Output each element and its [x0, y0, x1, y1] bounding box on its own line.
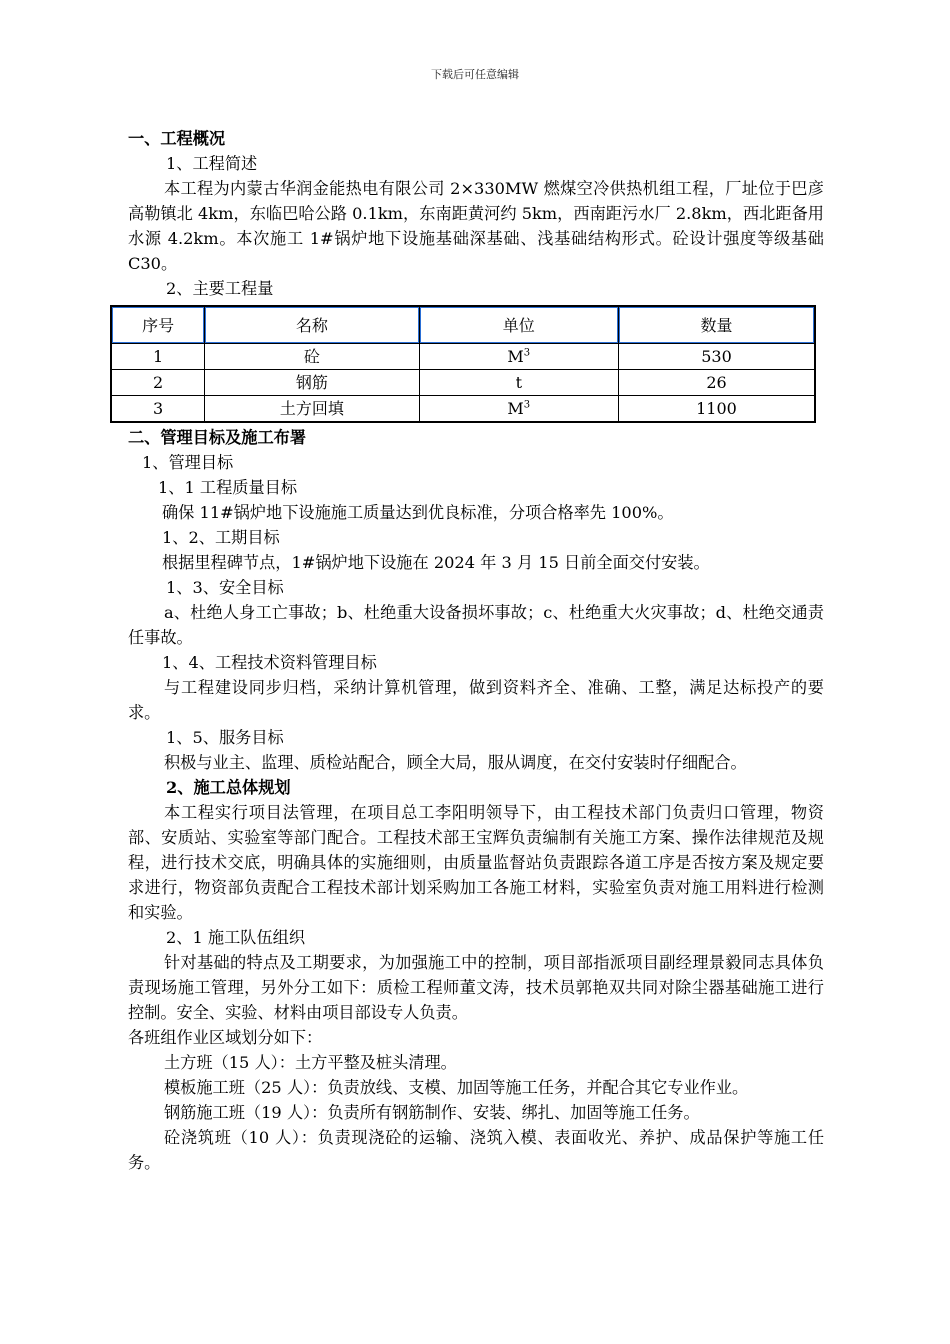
plan-text: 本工程实行项目法管理，在项目总工李阳明领导下，由工程技术部门负责归口管理，物资部、安质站、实验室等部门配合。工程技术部王宝辉负责编制有关施工方案、操作法律规范及规程，进行技术交底，明确具体的实施细则，由质量监督站负责跟踪各道工序是否按方案及规定要求进行，物资部负责配合工程技术部计划采购加工各施工材料，实验室负责对施工用料进行检测和实验。	[128, 803, 824, 922]
cell-qty: 530	[618, 344, 815, 370]
cell-no: 2	[111, 370, 205, 396]
cell-unit	[419, 344, 618, 370]
g4-title: 1、4、工程技术资料管理目标	[162, 653, 377, 672]
g5-title: 1、5、服务目标	[166, 728, 284, 747]
sub1-title: 1、工程简述	[166, 154, 258, 173]
cell-name: 土方回填	[205, 396, 419, 423]
cell-unit	[419, 396, 618, 423]
sub1-text: 本工程为内蒙古华润金能热电有限公司 2×330MW 燃煤空冷供热机组工程，厂址位于巴彦高勒镇北 4km，东临巴哈公路 0.1km，东南距黄河约 5km，西南距污水厂 2.8km，西北距备用水源 4.2km。本次施工 1#锅炉地下设施基础深基础、浅基础结构形式。砼设计强度等级基础 C30。	[128, 179, 824, 273]
crew-item: 砼浇筑班（10 人）：负责现浇砼的运输、浇筑入模、表面收光、养护、成品保护等施工任务。	[128, 1128, 824, 1172]
cell-name: 钢筋	[205, 370, 419, 396]
quantity-table-wrapper	[110, 305, 816, 423]
zone-intro: 各班组作业区域划分如下：	[128, 1028, 323, 1047]
team-title: 2、1 施工队伍组织	[166, 928, 306, 947]
g3-text: a、杜绝人身工亡事故；b、杜绝重大设备损坏事故；c、杜绝重大火灾事故；d、杜绝交通责任事故。	[128, 603, 824, 647]
document-body	[128, 126, 824, 1175]
cell-qty: 1100	[618, 396, 815, 423]
crew-item: 模板施工班（25 人）：负责放线、支模、加固等施工任务，并配合其它专业作业。	[164, 1078, 749, 1097]
quantity-table	[110, 305, 816, 423]
g1-text: 确保 11#锅炉地下设施施工质量达到优良标准，分项合格率先 100%。	[162, 503, 674, 522]
sub2-title: 2、主要工程量	[166, 279, 274, 298]
g2-title: 1、2、工期目标	[162, 528, 280, 547]
g1-title: 1、1 工程质量目标	[158, 478, 298, 497]
goal-title: 1、管理目标	[142, 453, 234, 472]
team-text: 针对基础的特点及工期要求，为加强施工中的控制，项目部指派项目副经理景毅同志具体负责现场施工管理，另外分工如下：质检工程师董文涛，技术员郭艳双共同对除尘器基础施工进行控制。安全、实验、材料由项目部设专人负责。	[128, 953, 824, 1022]
cell-unit	[419, 370, 618, 396]
table-row	[111, 370, 815, 396]
g2-text: 根据里程碑节点，1#锅炉地下设施在 2024 年 3 月 15 日前全面交付安装。	[162, 553, 710, 572]
unit-text: M	[507, 347, 524, 366]
crew-item: 土方班（15 人）：土方平整及桩头清理。	[164, 1053, 457, 1072]
cell-qty: 26	[618, 370, 815, 396]
g5-text: 积极与业主、监理、质检站配合，顾全大局，服从调度，在交付安装时仔细配合。	[164, 753, 747, 772]
section2-title: 二、管理目标及施工布署	[128, 428, 307, 447]
unit-superscript: 3	[523, 399, 531, 411]
g3-title: 1、3、安全目标	[166, 578, 284, 597]
unit-text: t	[515, 373, 522, 392]
page-header-note: 下载后可任意编辑	[431, 68, 519, 81]
table-row	[111, 396, 815, 423]
section1-title: 一、工程概况	[128, 129, 226, 148]
table-header-row	[111, 306, 815, 344]
header-qty: 数量	[618, 306, 815, 344]
header-name: 名称	[205, 306, 419, 344]
header-no: 序号	[111, 306, 205, 344]
table-row	[111, 344, 815, 370]
header-unit: 单位	[419, 306, 618, 344]
plan-title: 2、施工总体规划	[166, 778, 291, 797]
cell-no: 1	[111, 344, 205, 370]
unit-superscript: 3	[523, 347, 531, 359]
unit-text: M	[507, 399, 524, 418]
cell-name: 砼	[205, 344, 419, 370]
cell-no: 3	[111, 396, 205, 423]
crew-item: 钢筋施工班（19 人）：负责所有钢筋制作、安装、绑扎、加固等施工任务。	[164, 1103, 700, 1122]
g4-text: 与工程建设同步归档，采纳计算机管理，做到资料齐全、准确、工整，满足达标投产的要求。	[128, 678, 824, 722]
